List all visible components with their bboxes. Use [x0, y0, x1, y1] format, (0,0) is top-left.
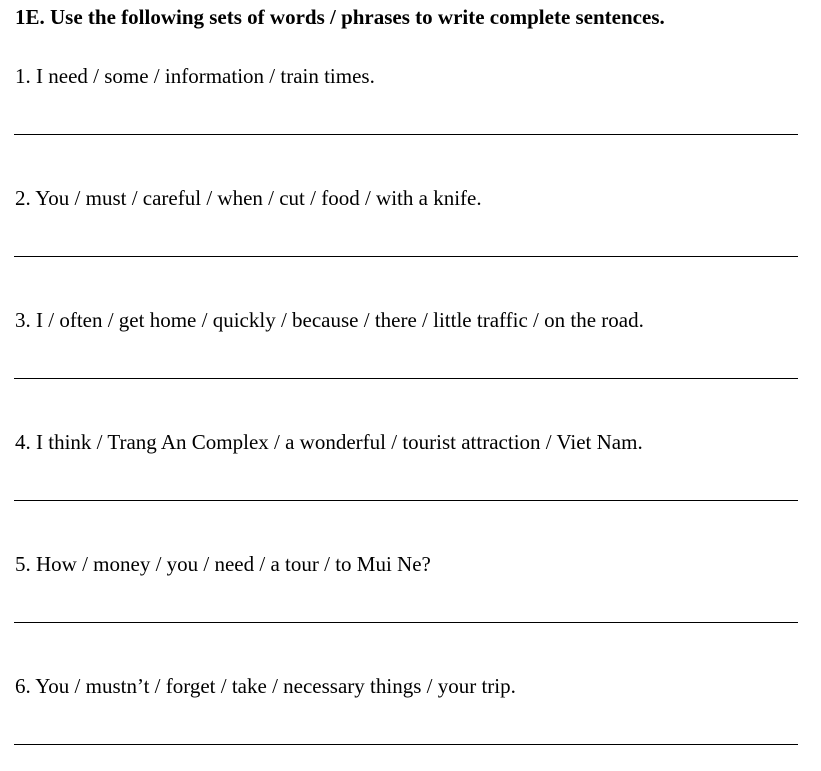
answer-line[interactable]: [14, 378, 798, 379]
item-prompt: 4. I think / Trang An Complex / a wonderful / tourist attraction / Viet Nam.: [15, 430, 643, 454]
item-prompt: 2. You / must / careful / when / cut / food / with a knife.: [15, 186, 482, 210]
exercise-item-6: [0, 672, 821, 771]
answer-line[interactable]: [14, 744, 798, 745]
item-prompt: 3. I / often / get home / quickly / because / there / little traffic / on the road.: [15, 308, 644, 332]
answer-line[interactable]: [14, 622, 798, 623]
answer-line[interactable]: [14, 134, 798, 135]
item-prompt: 6. You / mustn’t / forget / take / necessary things / your trip.: [15, 674, 516, 698]
exercise-item-5: [0, 550, 821, 672]
item-prompt: 5. How / money / you / need / a tour / to Mui Ne?: [15, 552, 431, 576]
exercise-item-4: [0, 428, 821, 550]
item-prompt: 1. I need / some / information / train times.: [15, 64, 375, 88]
exercise-item-3: [0, 306, 821, 428]
exercise-item-1: [0, 62, 821, 184]
exercise-item-2: [0, 184, 821, 306]
answer-line[interactable]: [14, 500, 798, 501]
exercise-heading: 1E. Use the following sets of words / phrases to write complete sentences.: [15, 5, 665, 29]
answer-line[interactable]: [14, 256, 798, 257]
